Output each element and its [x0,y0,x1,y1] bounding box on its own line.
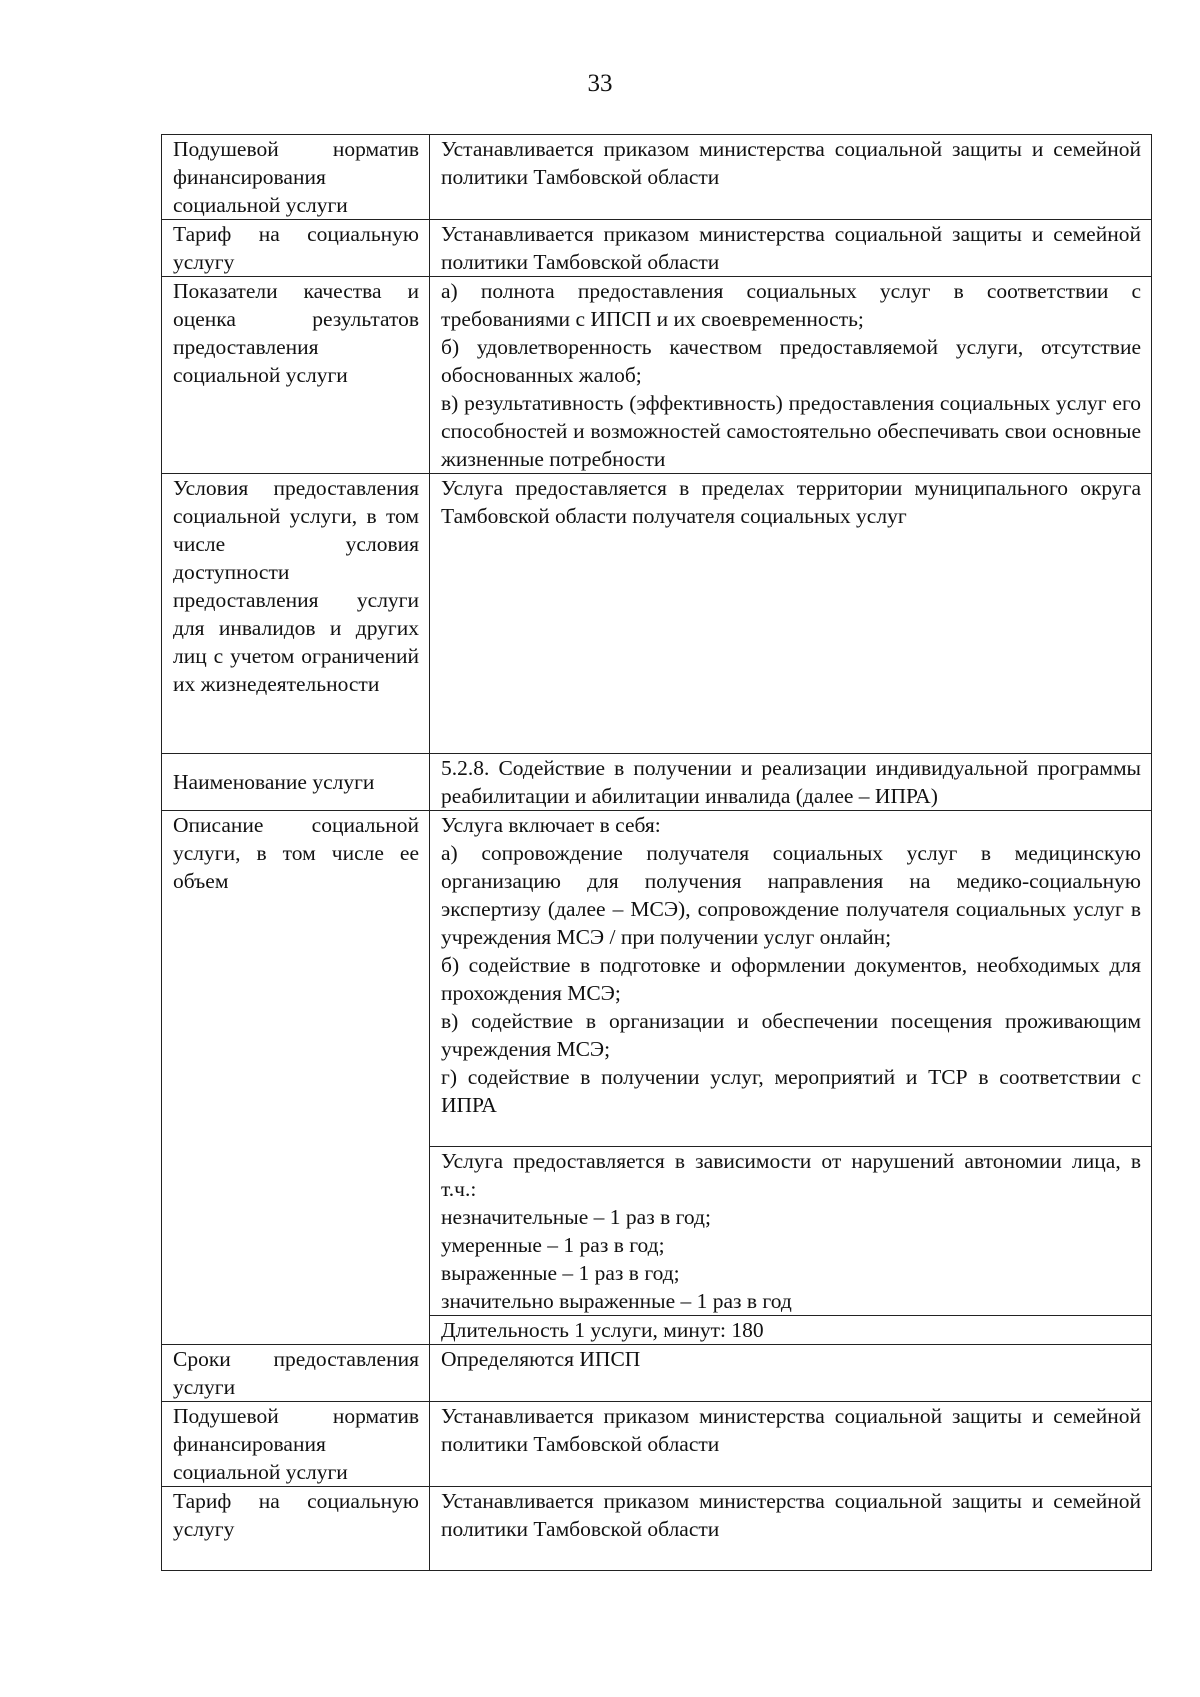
row-value: Устанавливается приказом министерства социальной защиты и семейной политики Тамбовской области [430,1402,1152,1487]
description-item: в) содействие в организации и обеспечении посещения проживающим учреждения МСЭ; [441,1009,1141,1061]
table-row [162,135,1152,220]
row-label: Наименование услуги [162,754,430,811]
table-row [162,1487,1152,1571]
duration-cell: Длительность 1 услуги, минут: 180 [430,1316,1152,1345]
row-label: Тариф на социальную услугу [162,220,430,277]
row-label: Подушевой норматив финансирования социальной услуги [162,1402,430,1487]
quality-item-a: а) полнота предоставления социальных услуг в соответствии с требованиями с ИПСП и их своевременность; [441,279,1141,331]
row-label: Описание социальной услуги, в том числе ее объем [162,811,430,1345]
row-value: 5.2.8. Содействие в получении и реализации индивидуальной программы реабилитации и абилитации инвалида (далее – ИПРА) [430,754,1152,811]
row-value [430,277,1152,474]
description-item: а) сопровождение получателя социальных услуг в медицинскую организацию для получения направления на медико-социальную экспертизу (далее – МСЭ), сопровождение получателя социальных услуг в учреждения МСЭ / при получении услуг онлайн; [441,841,1141,949]
frequency-item: умеренные – 1 раз в год; [441,1233,665,1257]
frequency-item: значительно выраженные – 1 раз в год [441,1289,792,1313]
quality-item-c: в) результативность (эффективность) предоставления социальных услуг его способностей и возможностей самостоятельно обеспечивать свои основные жизненные потребности [441,391,1141,471]
page-number: 33 [587,70,613,97]
table-row [162,811,1152,1147]
row-value: Устанавливается приказом министерства социальной защиты и семейной политики Тамбовской области [430,1487,1152,1571]
table-row [162,277,1152,474]
row-label: Показатели качества и оценка результатов предоставления социальной услуги [162,277,430,474]
table-row [162,474,1152,754]
description-cell [430,811,1152,1147]
row-value: Устанавливается приказом министерства социальной защиты и семейной политики Тамбовской области [430,135,1152,220]
row-label: Подушевой норматив финансирования социальной услуги [162,135,430,220]
table-row [162,1402,1152,1487]
description-item: б) содействие в подготовке и оформлении документов, необходимых для прохождения МСЭ; [441,953,1141,1005]
row-label: Сроки предоставления услуги [162,1345,430,1402]
table-row [162,754,1152,811]
frequency-intro: Услуга предоставляется в зависимости от нарушений автономии лица, в т.ч.: [441,1149,1141,1201]
frequency-cell [430,1147,1152,1316]
service-table [161,134,1152,1571]
quality-item-b: б) удовлетворенность качеством предоставляемой услуги, отсутствие обоснованных жалоб; [441,335,1141,387]
frequency-item: незначительные – 1 раз в год; [441,1205,711,1229]
row-label: Тариф на социальную услугу [162,1487,430,1571]
table-row [162,220,1152,277]
frequency-item: выраженные – 1 раз в год; [441,1261,680,1285]
row-value: Устанавливается приказом министерства социальной защиты и семейной политики Тамбовской области [430,220,1152,277]
row-value: Определяются ИПСП [430,1345,1152,1402]
description-item: г) содействие в получении услуг, мероприятий и ТСР в соответствии с ИПРА [441,1065,1141,1117]
table-row [162,1345,1152,1402]
row-label: Условия предоставления социальной услуги, в том числе условия доступности предоставления услуги для инвалидов и других лиц с учетом ограничений их жизнедеятельности [162,474,430,754]
row-value: Услуга предоставляется в пределах территории муниципального округа Тамбовской области получателя социальных услуг [430,474,1152,754]
description-intro: Услуга включает в себя: [441,813,661,837]
